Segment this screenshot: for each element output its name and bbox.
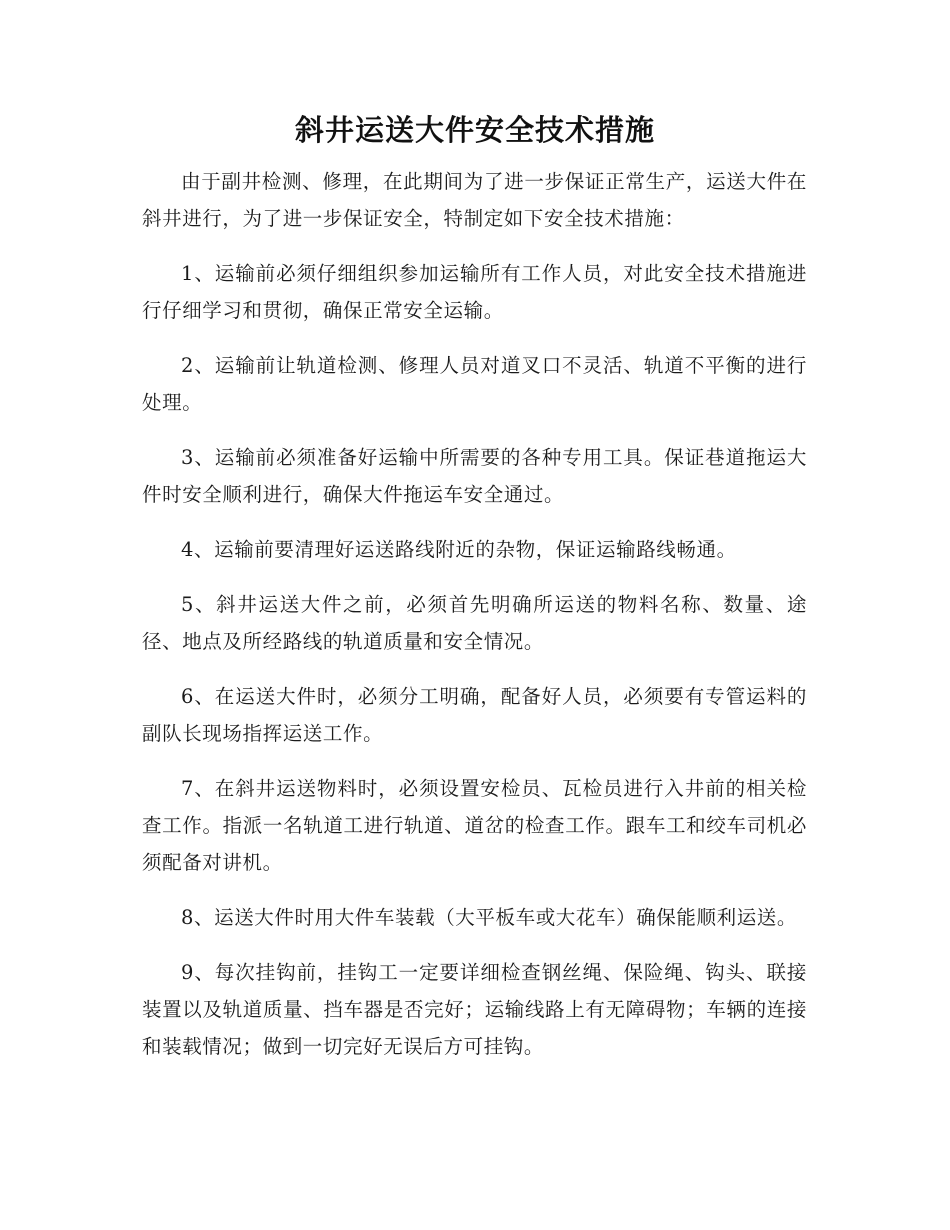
page-title: 斜井运送大件安全技术措施 xyxy=(294,113,655,147)
measure-item-3: 3、运输前必须准备好运输中所需要的各种专用工具。保证巷道拖运大件时安全顺利进行，确保大件拖运车安全通过。 xyxy=(142,446,807,506)
measure-item-5: 5、斜井运送大件之前，必须首先明确所运送的物料名称、数量、途径、地点及所经路线的轨道质量和安全情况。 xyxy=(142,593,807,653)
intro-paragraph: 由于副井检测、修理，在此期间为了进一步保证正常生产，运送大件在斜井进行，为了进一步保证安全，特制定如下安全技术措施： xyxy=(142,170,807,230)
measure-item-9: 9、每次挂钩前，挂钩工一定要详细检查钢丝绳、保险绳、钩头、联接装置以及轨道质量、挡车器是否完好；运输线路上有无障碍物；车辆的连接和装载情况；做到一切完好无误后方可挂钩。 xyxy=(142,961,807,1058)
measure-item-4: 4、运输前要清理好运送路线附近的杂物，保证运输路线畅通。 xyxy=(181,538,737,561)
document-body xyxy=(142,163,807,1083)
measure-item-8: 8、运送大件时用大件车装载（大平板车或大花车）确保能顺利运送。 xyxy=(181,906,798,929)
measure-item-1: 1、运输前必须仔细组织参加运输所有工作人员，对此安全技术措施进行仔细学习和贯彻，确保正常安全运输。 xyxy=(142,262,807,322)
measure-item-6: 6、在运送大件时，必须分工明确，配备好人员，必须要有专管运料的副队长现场指挥运送工作。 xyxy=(142,685,807,745)
measure-item-7: 7、在斜井运送物料时，必须设置安检员、瓦检员进行入井前的相关检查工作。指派一名轨道工进行轨道、道岔的检查工作。跟车工和绞车司机必须配备对讲机。 xyxy=(142,777,807,874)
measure-item-2: 2、运输前让轨道检测、修理人员对道叉口不灵活、轨道不平衡的进行处理。 xyxy=(142,354,807,414)
